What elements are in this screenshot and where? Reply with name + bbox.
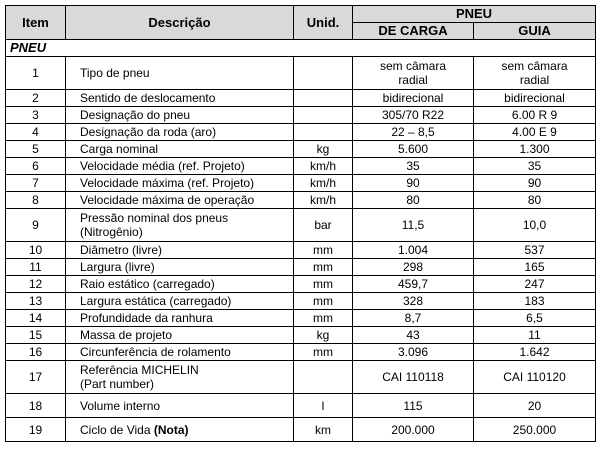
cell-guia [474,242,596,259]
cell-descricao [66,141,294,158]
cell-item-text: 10 [28,243,43,257]
table-row [6,242,596,259]
cell-unid [294,344,353,361]
header-de-carga: DE CARGA [353,23,474,40]
header-row-top [6,6,596,23]
cell-de-carga-line: radial [398,73,428,87]
cell-unid [294,209,353,242]
cell-item [6,361,66,394]
cell-descricao-text: Velocidade máxima de operação [80,193,255,207]
cell-de-carga-text: 115 [403,398,423,413]
section-row [6,40,596,57]
cell-unid-text: mm [313,277,333,291]
header-descricao: Descrição [66,6,294,40]
cell-de-carga-text: CAI 110118 [382,370,444,384]
cell-descricao [66,90,294,107]
table-row [6,361,596,394]
cell-unid [294,57,353,90]
cell-descricao-text: Velocidade média (ref. Projeto) [80,159,245,173]
cell-item [6,293,66,310]
cell-unid [294,293,353,310]
cell-descricao-text: Largura estática (carregado) [80,294,232,308]
cell-unid-text: mm [313,294,333,308]
cell-de-carga [353,175,474,192]
cell-de-carga [353,158,474,175]
cell-descricao-text: Circunferência de rolamento [80,345,231,359]
cell-unid [294,192,353,209]
table-row [6,418,596,442]
cell-item [6,124,66,141]
cell-item [6,192,66,209]
cell-item-text: 4 [32,125,39,139]
cell-de-carga [353,90,474,107]
cell-item-text: 11 [29,260,42,274]
cell-item-text: 15 [28,328,43,342]
table-row [6,276,596,293]
cell-descricao [66,57,294,90]
cell-de-carga [353,209,474,242]
cell-de-carga [353,107,474,124]
cell-item-text: 5 [32,142,39,156]
cell-descricao [66,293,294,310]
cell-unid-text: km/h [309,176,336,190]
cell-de-carga [353,394,474,418]
cell-descricao-line: (Part number) [80,377,155,391]
cell-de-carga [353,242,474,259]
cell-unid [294,107,353,124]
cell-unid [294,361,353,394]
header-item: Item [6,6,66,40]
cell-item-text: 6 [32,159,39,173]
table-row [6,57,596,90]
cell-unid [294,310,353,327]
cell-descricao-text: Massa de projeto [80,328,173,342]
cell-de-carga-text: 8,7 [404,311,422,325]
table-row [6,192,596,209]
cell-de-carga [353,344,474,361]
cell-guia-text: 537 [524,243,545,257]
cell-descricao-text: Volume interno [80,398,161,413]
cell-descricao [66,242,294,259]
cell-descricao-text: Velocidade máxima (ref. Projeto) [80,176,255,190]
cell-descricao [66,158,294,175]
cell-item-text: 13 [28,294,43,308]
cell-item-text: 1 [32,66,39,80]
cell-descricao [66,344,294,361]
cell-unid [294,158,353,175]
cell-unid [294,175,353,192]
cell-unid-text: bar [314,218,332,232]
cell-de-carga-text: 3.096 [397,345,429,359]
cell-guia-text: 1.300 [519,142,550,156]
cell-unid-text: km [315,422,331,437]
cell-de-carga-text: 200.000 [391,422,435,437]
cell-item [6,276,66,293]
cell-descricao-text: Profundidade da ranhura [80,311,213,325]
cell-de-carga-text: 328 [402,294,424,308]
cell-guia-text: 6.00 R 9 [511,108,558,122]
cell-descricao [66,310,294,327]
header-pneu: PNEU [353,6,596,23]
cell-descricao-text: Ciclo de Vida [80,422,154,437]
cell-de-carga-text: 5.600 [397,142,429,156]
cell-de-carga-text: 1.004 [397,243,429,257]
cell-descricao [66,259,294,276]
cell-guia [474,141,596,158]
cell-guia-line: radial [519,73,550,87]
cell-guia [474,394,596,418]
cell-guia [474,418,596,442]
cell-de-carga-line: sem câmara [379,59,447,73]
cell-de-carga [353,361,474,394]
cell-guia [474,192,596,209]
cell-descricao [66,418,294,442]
table-row [6,209,596,242]
cell-de-carga-text: 298 [402,260,424,274]
cell-guia [474,107,596,124]
cell-descricao [66,276,294,293]
cell-item [6,418,66,442]
cell-de-carga-text: bidirecional [382,91,444,105]
cell-guia-text: 90 [527,176,542,190]
cell-descricao [66,192,294,209]
cell-descricao-text: Designação da roda (aro) [80,125,217,139]
cell-de-carga [353,124,474,141]
cell-unid [294,418,353,442]
cell-guia-text: CAI 110120 [503,370,566,384]
cell-guia-text: 247 [524,277,545,291]
cell-guia-text: 4.00 E 9 [512,125,557,139]
cell-unid-text: kg [316,142,330,156]
cell-guia [474,175,596,192]
cell-descricao-note: (Nota) [153,422,189,437]
cell-guia [474,259,596,276]
cell-item-text: 9 [32,218,39,232]
cell-de-carga [353,418,474,442]
cell-de-carga [353,310,474,327]
cell-guia [474,90,596,107]
cell-item [6,90,66,107]
cell-guia-text: bidirecional [504,91,565,105]
cell-item [6,141,66,158]
table-row [6,141,596,158]
cell-item [6,259,66,276]
cell-de-carga [353,259,474,276]
cell-de-carga-text: 35 [406,159,420,173]
cell-guia [474,344,596,361]
cell-unid-text: l [321,398,325,413]
cell-unid [294,242,353,259]
cell-item-text: 17 [28,370,43,384]
cell-item [6,57,66,90]
cell-guia-text: 165 [524,260,545,274]
header-unid: Unid. [294,6,353,40]
cell-item-text: 2 [32,91,39,105]
cell-item-text: 16 [28,345,43,359]
cell-guia [474,327,596,344]
cell-item-text: 8 [32,193,39,207]
cell-guia [474,57,596,90]
header-guia: GUIA [474,23,596,40]
cell-descricao [66,361,294,394]
cell-unid [294,90,353,107]
cell-de-carga [353,327,474,344]
cell-descricao [66,107,294,124]
cell-descricao [66,327,294,344]
cell-unid [294,259,353,276]
cell-item-text: 7 [32,176,39,190]
cell-unid [294,124,353,141]
cell-unid-text: mm [313,260,333,274]
cell-unid [294,327,353,344]
cell-guia [474,209,596,242]
cell-de-carga-text: 11,5 [401,218,425,232]
cell-unid-text: km/h [309,193,336,207]
section-title: PNEU [6,40,596,57]
cell-de-carga-text: 90 [406,176,420,190]
cell-item [6,242,66,259]
cell-de-carga [353,141,474,158]
cell-descricao [66,209,294,242]
cell-item-text: 18 [28,398,43,413]
cell-de-carga [353,276,474,293]
cell-de-carga [353,293,474,310]
cell-guia [474,276,596,293]
cell-item [6,327,66,344]
cell-unid [294,276,353,293]
table-row [6,259,596,276]
cell-descricao [66,124,294,141]
cell-guia [474,310,596,327]
cell-guia [474,158,596,175]
cell-descricao-text: Designação do pneu [80,108,191,122]
cell-descricao-line: (Nitrogênio) [80,225,143,239]
cell-guia-text: 183 [524,294,545,308]
cell-de-carga-text: 22 – 8,5 [391,125,435,139]
cell-unid-text: mm [313,345,333,359]
cell-descricao-text: Raio estático (carregado) [80,277,215,291]
cell-de-carga-text: 305/70 R22 [381,108,445,122]
cell-descricao-text: Carga nominal [80,142,159,156]
cell-descricao-text: Tipo de pneu [80,66,150,80]
cell-guia-text: 20 [527,398,542,413]
table-row [6,344,596,361]
table-row [6,107,596,124]
tire-spec-table [5,5,596,442]
cell-guia-line: sem câmara [501,59,568,73]
cell-guia-text: 250.000 [512,422,557,437]
cell-item-text: 3 [32,108,39,122]
cell-item [6,175,66,192]
table-row [6,175,596,192]
cell-guia-text: 10,0 [522,218,547,232]
cell-guia-text: 6,5 [526,311,543,325]
cell-guia [474,124,596,141]
table-row [6,293,596,310]
cell-descricao [66,394,294,418]
cell-unid-text: mm [313,243,333,257]
cell-guia-text: 11 [528,328,541,342]
cell-item [6,107,66,124]
cell-de-carga-text: 43 [406,328,420,342]
table-row [6,90,596,107]
cell-de-carga-text: 80 [406,193,420,207]
cell-unid-text: kg [316,328,330,342]
table-row [6,394,596,418]
cell-guia [474,361,596,394]
cell-item-text: 14 [28,311,43,325]
cell-descricao-text: Sentido de deslocamento [80,91,216,105]
cell-unid [294,394,353,418]
cell-unid-text: mm [313,311,333,325]
cell-de-carga [353,192,474,209]
cell-unid-text: km/h [309,159,336,173]
cell-item-text: 12 [28,277,43,291]
cell-descricao-line: Referência MICHELIN [80,363,199,377]
cell-item [6,158,66,175]
cell-unid [294,141,353,158]
cell-guia-text: 35 [527,159,542,173]
table-row [6,124,596,141]
cell-guia-text: 1.642 [519,345,550,359]
cell-guia-text: 80 [527,193,542,207]
cell-item [6,344,66,361]
cell-de-carga [353,57,474,90]
cell-de-carga-text: 459,7 [397,277,429,291]
table-row [6,310,596,327]
cell-guia [474,293,596,310]
cell-descricao-text: Largura (livre) [80,260,155,274]
cell-item [6,394,66,418]
cell-descricao-line: Pressão nominal dos pneus [80,211,229,225]
cell-item [6,209,66,242]
cell-descricao-text: Diâmetro (livre) [80,243,163,257]
cell-item-text: 19 [28,422,43,437]
table-row [6,327,596,344]
cell-item [6,310,66,327]
table-row [6,158,596,175]
cell-descricao [66,175,294,192]
